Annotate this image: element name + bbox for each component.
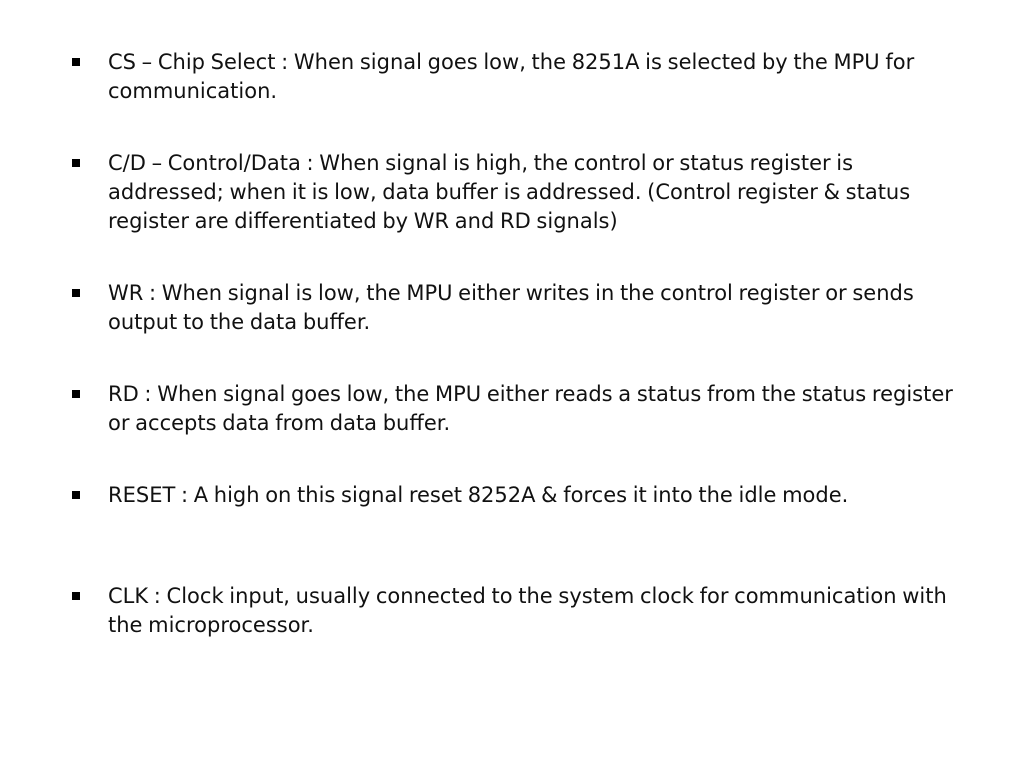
bullet-item-reset bbox=[68, 481, 968, 582]
bullet-text: WR : When signal is low, the MPU either writes in the control register or sends output to the data buffer. bbox=[108, 281, 914, 334]
square-bullet-icon bbox=[72, 491, 80, 499]
square-bullet-icon bbox=[72, 159, 80, 167]
bullet-item-clk bbox=[68, 582, 968, 642]
bullet-text: RESET : A high on this signal reset 8252A & forces it into the idle mode. bbox=[108, 483, 849, 507]
bullet-item-cs bbox=[68, 48, 968, 149]
bullet-list bbox=[68, 48, 968, 642]
square-bullet-icon bbox=[72, 58, 80, 66]
bullet-item-rd bbox=[68, 380, 968, 481]
bullet-item-cd bbox=[68, 149, 968, 279]
bullet-text: CLK : Clock input, usually connected to the system clock for communication with the microprocessor. bbox=[108, 584, 947, 637]
bullet-text: RD : When signal goes low, the MPU either reads a status from the status register or accepts data from data buffer. bbox=[108, 382, 953, 435]
bullet-text: CS – Chip Select : When signal goes low, the 8251A is selected by the MPU for communication. bbox=[108, 50, 915, 103]
square-bullet-icon bbox=[72, 592, 80, 600]
bullet-text: C/D – Control/Data : When signal is high, the control or status register is addressed; when it is low, data buffer is addressed. (Control register & status register are differentiated by WR and RD signals) bbox=[108, 151, 911, 233]
square-bullet-icon bbox=[72, 390, 80, 398]
square-bullet-icon bbox=[72, 289, 80, 297]
bullet-item-wr bbox=[68, 279, 968, 380]
